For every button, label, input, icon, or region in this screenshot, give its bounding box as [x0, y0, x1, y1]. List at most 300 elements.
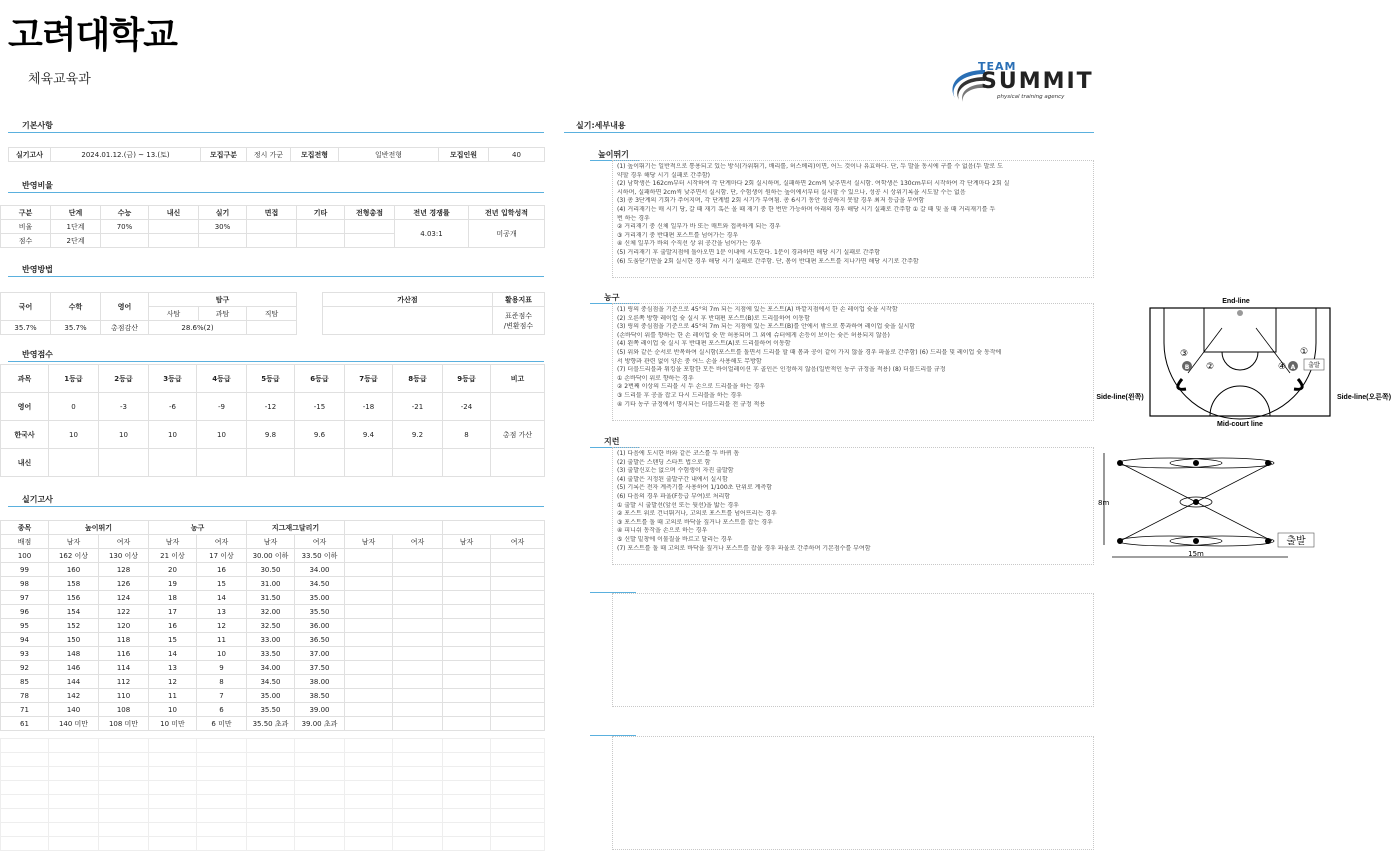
cell — [491, 767, 545, 781]
section-detail — [564, 120, 1094, 132]
header-cell: 전년 입학성적 — [469, 206, 545, 220]
basketball-text — [617, 306, 1089, 409]
cell — [149, 449, 197, 477]
cell — [443, 703, 491, 717]
step-1-label: ① — [1300, 347, 1309, 357]
cell — [345, 703, 393, 717]
method-table — [0, 292, 297, 335]
cell — [345, 767, 393, 781]
cell: 37.00 — [295, 647, 345, 661]
header-cell: 남자 — [443, 535, 491, 549]
cell: 36.00 — [295, 619, 345, 633]
cell: 108 — [99, 703, 149, 717]
detail-line: (1) 높이뛰기는 일반적으로 통용되고 있는 방식(가위뛰기, 배리롤, 허스베리)이면, 어느 것이나 유효하다. 단, 두 발을 동시에 구를 수 없음(두 발로 도 — [617, 163, 1003, 170]
cell — [247, 781, 295, 795]
cell — [345, 837, 393, 851]
cell — [491, 689, 545, 703]
table-row — [1, 837, 545, 851]
section-ratio — [8, 180, 544, 192]
cell — [247, 739, 295, 753]
header-cell: 종목 — [1, 521, 49, 535]
cell: 비율 — [1, 220, 51, 234]
detail-line: (4) 거리재기는 매 시기 당, 갈 때 재기 혹은 올 때 재기 중 한 번만 가능하며 아래의 경우 해당 시기 실패로 간주함 ① 갈 때 및 올 때 거리재기를 두 — [617, 205, 996, 213]
cell: 0 — [49, 393, 99, 421]
cell — [443, 591, 491, 605]
cell — [345, 739, 393, 753]
cell — [345, 220, 395, 234]
cell: 10 — [49, 421, 99, 449]
cell: 17 — [149, 605, 197, 619]
detail-line: 약할 경우 해당 시기 실패로 간주함) — [617, 171, 711, 179]
empty-grid — [0, 738, 545, 851]
cell — [491, 795, 545, 809]
cell — [197, 781, 247, 795]
table-row — [1, 703, 545, 717]
cell: 61 — [1, 717, 49, 731]
cell — [295, 449, 345, 477]
zigzag-diagram — [1094, 449, 1324, 561]
cell — [99, 739, 149, 753]
detail-line: (2) 오른쪽 방향 레이업 슛 실시 후 반대편 포스트(B)로 드리블하여 이동함 — [617, 314, 810, 322]
cell — [101, 234, 149, 248]
cell — [345, 577, 393, 591]
header-cell: 8등급 — [393, 365, 443, 393]
cell: 99 — [1, 563, 49, 577]
cell: 2024.01.12.(금) ~ 13.(토) — [51, 148, 201, 162]
detail-line: 시하며, 실패하면 2cm씩 낮추면서 실시함. 단, 수험생이 원하는 높이에서부터 실시할 수 있으나, 성공 시 상위기록을 시도할 수는 없음 — [617, 188, 966, 196]
cell: -15 — [295, 393, 345, 421]
cell — [345, 823, 393, 837]
cell — [345, 661, 393, 675]
cell — [491, 739, 545, 753]
cell: 39.00 초과 — [295, 717, 345, 731]
section-method — [8, 264, 544, 276]
cell — [443, 809, 491, 823]
cell — [393, 809, 443, 823]
cell: 32.00 — [247, 605, 295, 619]
cell: 120 — [99, 619, 149, 633]
cell: 6 미만 — [197, 717, 247, 731]
table-row — [1, 661, 545, 675]
zigzag-start-label: 출발 — [1286, 536, 1306, 547]
cell — [49, 781, 99, 795]
cell: -6 — [149, 393, 197, 421]
cell — [393, 717, 443, 731]
cell: 모집구분 — [201, 148, 247, 162]
header-cell: 여자 — [295, 535, 345, 549]
cell — [443, 675, 491, 689]
table-row — [1, 549, 545, 563]
cell: 93 — [1, 647, 49, 661]
cell — [247, 795, 295, 809]
cell: 20 — [149, 563, 197, 577]
table-row — [1, 633, 545, 647]
cell: 140 — [49, 703, 99, 717]
cell — [247, 767, 295, 781]
cell: 10 — [197, 421, 247, 449]
section-basic — [8, 120, 544, 132]
cell — [295, 753, 345, 767]
zigzag-title: 지런 — [604, 437, 620, 446]
basketball-court-diagram — [1094, 293, 1400, 429]
cell — [491, 823, 545, 837]
header-cell: 수학 — [51, 293, 101, 321]
header-cell: 6등급 — [295, 365, 345, 393]
detail-line: (5) 기록은 전자 계측기를 사용하여 1/100초 단위로 계측함 — [617, 484, 773, 492]
cell — [393, 823, 443, 837]
cell — [197, 809, 247, 823]
cell: 10 — [149, 421, 197, 449]
table-row — [1, 619, 545, 633]
table-row — [1, 591, 545, 605]
cell — [149, 767, 197, 781]
cell — [393, 689, 443, 703]
cell: 직탐 — [247, 307, 297, 321]
cell — [345, 689, 393, 703]
cell — [1, 795, 49, 809]
header-cell: 2등급 — [99, 365, 149, 393]
cell: 실기고사 — [9, 148, 51, 162]
cell — [491, 577, 545, 591]
cell — [393, 633, 443, 647]
empty-box — [612, 593, 1094, 707]
header-cell: 활용지표 — [493, 293, 545, 307]
detail-line: ③ 포스트를 돌 때 고의로 바닥을 짚거나 포스트를 잡는 경우 — [617, 518, 773, 526]
zigzag-text — [617, 450, 1089, 553]
cell: 95 — [1, 619, 49, 633]
cell — [393, 837, 443, 851]
detail-line: (1) 링의 중심점을 기준으로 45°의 7m 되는 지점에 있는 포스트(A) 바깥지점에서 한 손 레이업 슛을 시작함 — [617, 306, 898, 313]
cell — [491, 619, 545, 633]
cell: -18 — [345, 393, 393, 421]
header-cell: 3등급 — [149, 365, 197, 393]
cell — [491, 449, 545, 477]
logo-agency: physical training agency — [997, 94, 1065, 100]
header-cell: 전형총점 — [345, 206, 395, 220]
detail-line: 서 방향과 관련 없이 양손 중 어느 손을 사용해도 무방함 — [617, 357, 762, 365]
cell — [491, 633, 545, 647]
cell: 118 — [99, 633, 149, 647]
cell: 사탐 — [149, 307, 199, 321]
detail-line: (5) 위와 같은 순서로 반복하여 실시함(포스트를 돌면서 드리블 할 때 몸과 공이 같이 가지 않을 경우 파울로 간주함) (6) 드리블 및 레이업 슛 동작에 — [617, 348, 1002, 356]
cell: 152 — [49, 619, 99, 633]
table-row — [1, 809, 545, 823]
cell — [443, 577, 491, 591]
cell — [99, 781, 149, 795]
empty-box — [612, 736, 1094, 850]
detail-line: ③ 거리재기 중 반대편 포스트를 넘어가는 경우 — [617, 231, 739, 239]
cell: 12 — [197, 619, 247, 633]
cell — [443, 739, 491, 753]
cell — [247, 837, 295, 851]
table-row — [1, 795, 545, 809]
cell — [295, 781, 345, 795]
cell — [491, 647, 545, 661]
cell: 35.00 — [247, 689, 295, 703]
cell: 13 — [149, 661, 197, 675]
detail-line: (3) 출발신호는 없으며 수험생이 자진 출발함 — [617, 467, 734, 475]
table-row — [1, 647, 545, 661]
cell — [149, 837, 197, 851]
cell: 16 — [149, 619, 197, 633]
side-line-left-label: Side-line(왼쪽) — [1096, 394, 1144, 401]
header-cell: 여자 — [491, 535, 545, 549]
cell: 정시 가군 — [247, 148, 291, 162]
cell — [491, 661, 545, 675]
cell — [491, 717, 545, 731]
cell — [491, 675, 545, 689]
cell: 142 — [49, 689, 99, 703]
cell: -12 — [247, 393, 295, 421]
cell — [323, 307, 493, 335]
cell — [345, 563, 393, 577]
cell — [149, 809, 197, 823]
cell: 32.50 — [247, 619, 295, 633]
mid-court-label: Mid-court line — [1217, 421, 1263, 428]
start-label: 출발 — [1308, 362, 1320, 369]
header-cell: 여자 — [99, 535, 149, 549]
header-cell: 높이뛰기 — [49, 521, 149, 535]
cell: 36.50 — [295, 633, 345, 647]
cell — [491, 781, 545, 795]
cell: 8 — [197, 675, 247, 689]
cell: 112 — [99, 675, 149, 689]
header-cell: 비고 — [491, 365, 545, 393]
cell — [345, 675, 393, 689]
cell: 40 — [489, 148, 545, 162]
cell: 126 — [99, 577, 149, 591]
cell — [197, 837, 247, 851]
header-cell: 수능 — [101, 206, 149, 220]
header-cell: 가산점 — [323, 293, 493, 307]
cell: 11 — [149, 689, 197, 703]
cell: 15 — [197, 577, 247, 591]
cell — [443, 767, 491, 781]
cell: 34.00 — [247, 661, 295, 675]
cell — [247, 234, 297, 248]
cell — [49, 753, 99, 767]
end-line-label: End-line — [1222, 298, 1250, 305]
cell: 150 — [49, 633, 99, 647]
detail-line: ④ 피니쉬 동작을 손으로 하는 경우 — [617, 527, 708, 535]
cell: 78 — [1, 689, 49, 703]
cell — [1, 823, 49, 837]
cell — [443, 633, 491, 647]
cell: 38.50 — [295, 689, 345, 703]
cell: 내신 — [1, 449, 49, 477]
detail-line: ② 거리재기 중 신체 일부가 바 또는 매트와 접촉하게 되는 경우 — [617, 223, 781, 231]
cell: -9 — [197, 393, 247, 421]
cell — [295, 739, 345, 753]
cell: 98 — [1, 577, 49, 591]
cell — [49, 809, 99, 823]
cell — [491, 605, 545, 619]
cell — [345, 549, 393, 563]
cell — [345, 781, 393, 795]
cell — [443, 689, 491, 703]
cell: 2단계 — [51, 234, 101, 248]
detail-line: (손바닥이 위를 향하는 한 손 레이업 슛 만 허용되며 그 외에 슈터에게 손등이 보이는 슛은 허용되지 않음) — [617, 331, 890, 339]
cell — [297, 220, 345, 234]
cell — [1, 767, 49, 781]
cell: 30.00 이하 — [247, 549, 295, 563]
table-row — [1, 823, 545, 837]
table-row — [1, 577, 545, 591]
cell: 108 미만 — [99, 717, 149, 731]
basketball-title: 농구 — [604, 293, 620, 302]
step-2-label: ② — [1206, 362, 1215, 372]
cell: 33.00 — [247, 633, 295, 647]
cell: 28.6%(2) — [149, 321, 247, 335]
cell — [99, 767, 149, 781]
cell — [345, 234, 395, 248]
cell — [491, 393, 545, 421]
cell — [443, 563, 491, 577]
practical-table — [0, 520, 545, 731]
cell — [491, 563, 545, 577]
cell: 39.00 — [295, 703, 345, 717]
cell: 96 — [1, 605, 49, 619]
basketball-box — [612, 303, 1094, 421]
cell: 9.4 — [345, 421, 393, 449]
logo-team: TEAM — [978, 60, 1017, 73]
detail-line: ① 출발 시 출발선(앞선 또는 뒷선)을 밟는 경우 — [617, 501, 739, 509]
cell: 124 — [99, 591, 149, 605]
cell: 17 이상 — [197, 549, 247, 563]
cell — [393, 795, 443, 809]
cell — [149, 220, 199, 234]
cell — [99, 823, 149, 837]
cell — [49, 449, 99, 477]
logo-summit: SUMMIT — [981, 69, 1094, 94]
cell — [491, 753, 545, 767]
cell: 33.50 이하 — [295, 549, 345, 563]
detail-line: (2) 출발은 스탠딩 스타트 법으로 함 — [617, 458, 711, 466]
cell: 128 — [99, 563, 149, 577]
detail-line: ③ 드리블 후 공을 잡고 다시 드리블을 하는 경우 — [617, 391, 742, 399]
detail-line: ④ 기타 농구 규정에서 명시되는 더블드리블 전 규정 적용 — [617, 400, 766, 408]
cell — [247, 220, 297, 234]
cell: 144 — [49, 675, 99, 689]
cell — [443, 647, 491, 661]
section-practical — [8, 494, 544, 506]
cell — [393, 753, 443, 767]
cell — [199, 234, 247, 248]
cell: 1단계 — [51, 220, 101, 234]
cell: 122 — [99, 605, 149, 619]
cell — [345, 795, 393, 809]
cell — [149, 739, 197, 753]
cell: 162 이상 — [49, 549, 99, 563]
cell — [491, 549, 545, 563]
cell — [393, 739, 443, 753]
cell — [99, 809, 149, 823]
cell — [197, 753, 247, 767]
header-cell: 여자 — [393, 535, 443, 549]
cell — [393, 563, 443, 577]
detail-line: ② 포스트 위로 건너뛰거나, 고의로 포스트를 넘어뜨리는 경우 — [617, 510, 777, 518]
cell — [345, 449, 393, 477]
side-line-right-label: Side-line(오른쪽) — [1336, 394, 1392, 401]
cell — [443, 795, 491, 809]
cell — [443, 449, 491, 477]
detail-line: (3) 총 3단계의 기회가 주어지며, 각 단계별 2회 시기가 부여됨. 총 6시기 동안 성공하지 못할 경우 최저 등급을 부여함 — [617, 197, 925, 205]
header-cell: 5등급 — [247, 365, 295, 393]
cell — [393, 647, 443, 661]
cell — [493, 307, 545, 335]
cell: 33.50 — [247, 647, 295, 661]
cell — [345, 647, 393, 661]
cell: 38.00 — [295, 675, 345, 689]
header-cell: 구분 — [1, 206, 51, 220]
team-summit-logo — [945, 60, 1095, 108]
width-label: 15m — [1188, 550, 1204, 558]
header-cell — [443, 521, 545, 535]
department-name: 체육교육과 — [28, 72, 91, 87]
cell — [1, 739, 49, 753]
cell: 35.50 — [247, 703, 295, 717]
cell — [295, 809, 345, 823]
cell: 21 이상 — [149, 549, 197, 563]
cell — [345, 619, 393, 633]
cell: 116 — [99, 647, 149, 661]
table-row — [1, 781, 545, 795]
detail-line: (1) 다음에 도시한 바와 같은 코스를 두 바퀴 돔 — [617, 450, 740, 457]
table-row — [1, 717, 545, 731]
cell — [491, 703, 545, 717]
cell: 71 — [1, 703, 49, 717]
cell: 30.50 — [247, 563, 295, 577]
header-cell: 남자 — [49, 535, 99, 549]
cell — [393, 675, 443, 689]
cell — [345, 591, 393, 605]
cell: 31.50 — [247, 591, 295, 605]
cell — [49, 823, 99, 837]
cell — [295, 767, 345, 781]
cell: 9 — [197, 661, 247, 675]
header-cell: 7등급 — [345, 365, 393, 393]
cell — [393, 703, 443, 717]
university-title: 고려대학교 — [8, 15, 177, 56]
table-row — [1, 563, 545, 577]
cell: 100 — [1, 549, 49, 563]
cell: -3 — [99, 393, 149, 421]
cell — [443, 717, 491, 731]
cell: 영어 — [1, 393, 49, 421]
cell: 10 — [149, 703, 197, 717]
cell — [345, 633, 393, 647]
cell — [491, 809, 545, 823]
cell — [1, 781, 49, 795]
cell: 35.00 — [295, 591, 345, 605]
header-cell: 지그재그달리기 — [247, 521, 345, 535]
cell: 34.50 — [247, 675, 295, 689]
table-row — [1, 739, 545, 753]
detail-line: (2) 남학생은 162cm부터 시작하여 각 단계마다 2회 실시하며, 실패하면 2cm씩 낮추면서 실시함. 여학생은 130cm부터 시작하여 각 단계마다 2회 실 — [617, 180, 1010, 188]
cell — [393, 661, 443, 675]
height-label: 8m — [1098, 499, 1110, 507]
section-title: 실기:세부내용 — [576, 121, 626, 130]
detail-line: (5) 거리재기 후 출발지점에 돌아오면 1분 이내에 시도한다. 1분이 경과하면 해당 시기 실패로 간주함 — [617, 248, 881, 256]
cell: 156 — [49, 591, 99, 605]
method-bonus-table — [322, 292, 545, 335]
section-title: 반영방법 — [22, 265, 53, 274]
cell: 9.2 — [393, 421, 443, 449]
cell — [443, 549, 491, 563]
step-3-label: ③ — [1180, 349, 1189, 359]
table-row — [1, 675, 545, 689]
header-cell: 내신 — [149, 206, 199, 220]
